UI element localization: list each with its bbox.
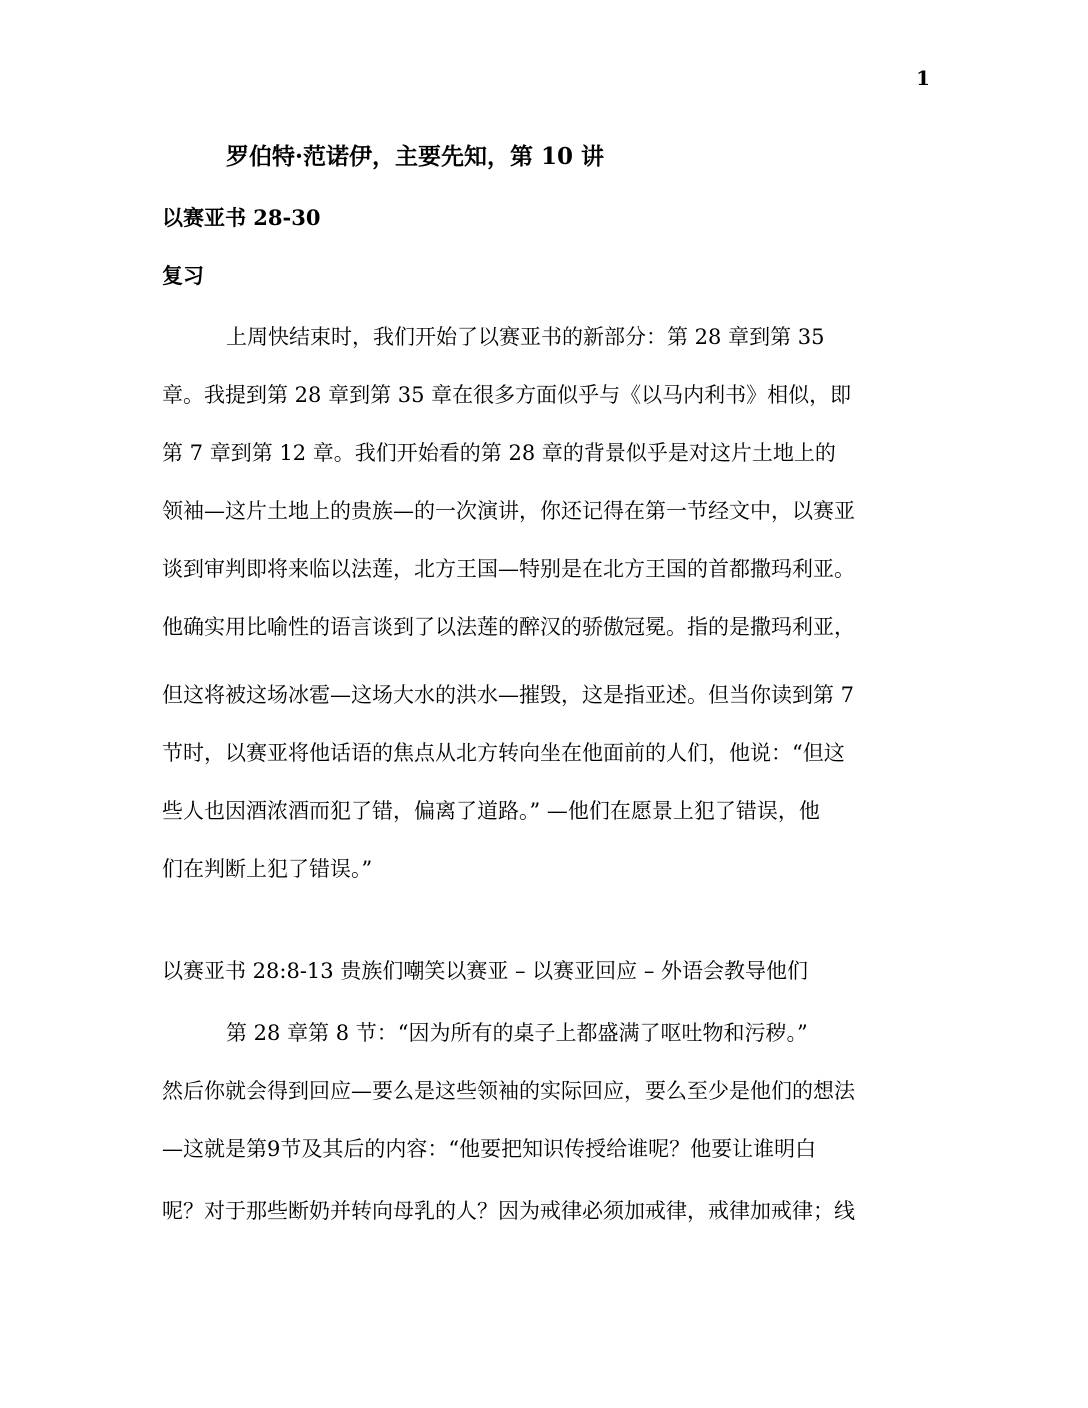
paragraph-line: 呢？对于那些断奶并转向母乳的人？因为戒律必须加戒律，戒律加戒律；线 (162, 1199, 855, 1223)
lecture-title: 罗伯特·范诺伊，主要先知，第 10 讲 (226, 143, 605, 170)
paragraph-line: 上周快结束时，我们开始了以赛亚书的新部分：第 28 章到第 35 (226, 325, 825, 349)
review-heading: 复习 (162, 263, 204, 288)
paragraph-line: —这就是第9节及其后的内容：“他要把知识传授给谁呢？他要让谁明白 (162, 1137, 817, 1161)
section-heading: 以赛亚书 28:8-13 贵族们嘲笑以赛亚 – 以赛亚回应 – 外语会教导他们 (162, 959, 809, 983)
paragraph-line: 第 7 章到第 12 章。我们开始看的第 28 章的背景似乎是对这片土地上的 (162, 441, 836, 465)
paragraph-line: 谈到审判即将来临以法莲，北方王国—特别是在北方王国的首都撒玛利亚。 (162, 557, 855, 581)
paragraph-line: 但这将被这场冰雹—这场大水的洪水—摧毁，这是指亚述。但当你读到第 7 (162, 683, 855, 707)
paragraph-line: 第 28 章第 8 节：“因为所有的桌子上都盛满了呕吐物和污秽。” (226, 1021, 808, 1045)
paragraph-line: 些人也因酒浓酒而犯了错，偏离了道路。” —他们在愿景上犯了错误，他 (162, 799, 820, 823)
paragraph-line: 领袖—这片土地上的贵族—的一次演讲，你还记得在第一节经文中，以赛亚 (162, 499, 855, 523)
paragraph-line: 然后你就会得到回应—要么是这些领袖的实际回应，要么至少是他们的想法 (162, 1079, 855, 1103)
paragraph-line: 们在判断上犯了错误。” (162, 857, 373, 881)
paragraph-line: 节时，以赛亚将他话语的焦点从北方转向坐在他面前的人们，他说：“但这 (162, 741, 845, 765)
page-number: 1 (916, 66, 930, 90)
scripture-heading: 以赛亚书 28-30 (162, 205, 321, 230)
paragraph-line: 章。我提到第 28 章到第 35 章在很多方面似乎与《以马内利书》相似，即 (162, 383, 852, 407)
paragraph-line: 他确实用比喻性的语言谈到了以法莲的醉汉的骄傲冠冕。指的是撒玛利亚， (162, 615, 855, 639)
